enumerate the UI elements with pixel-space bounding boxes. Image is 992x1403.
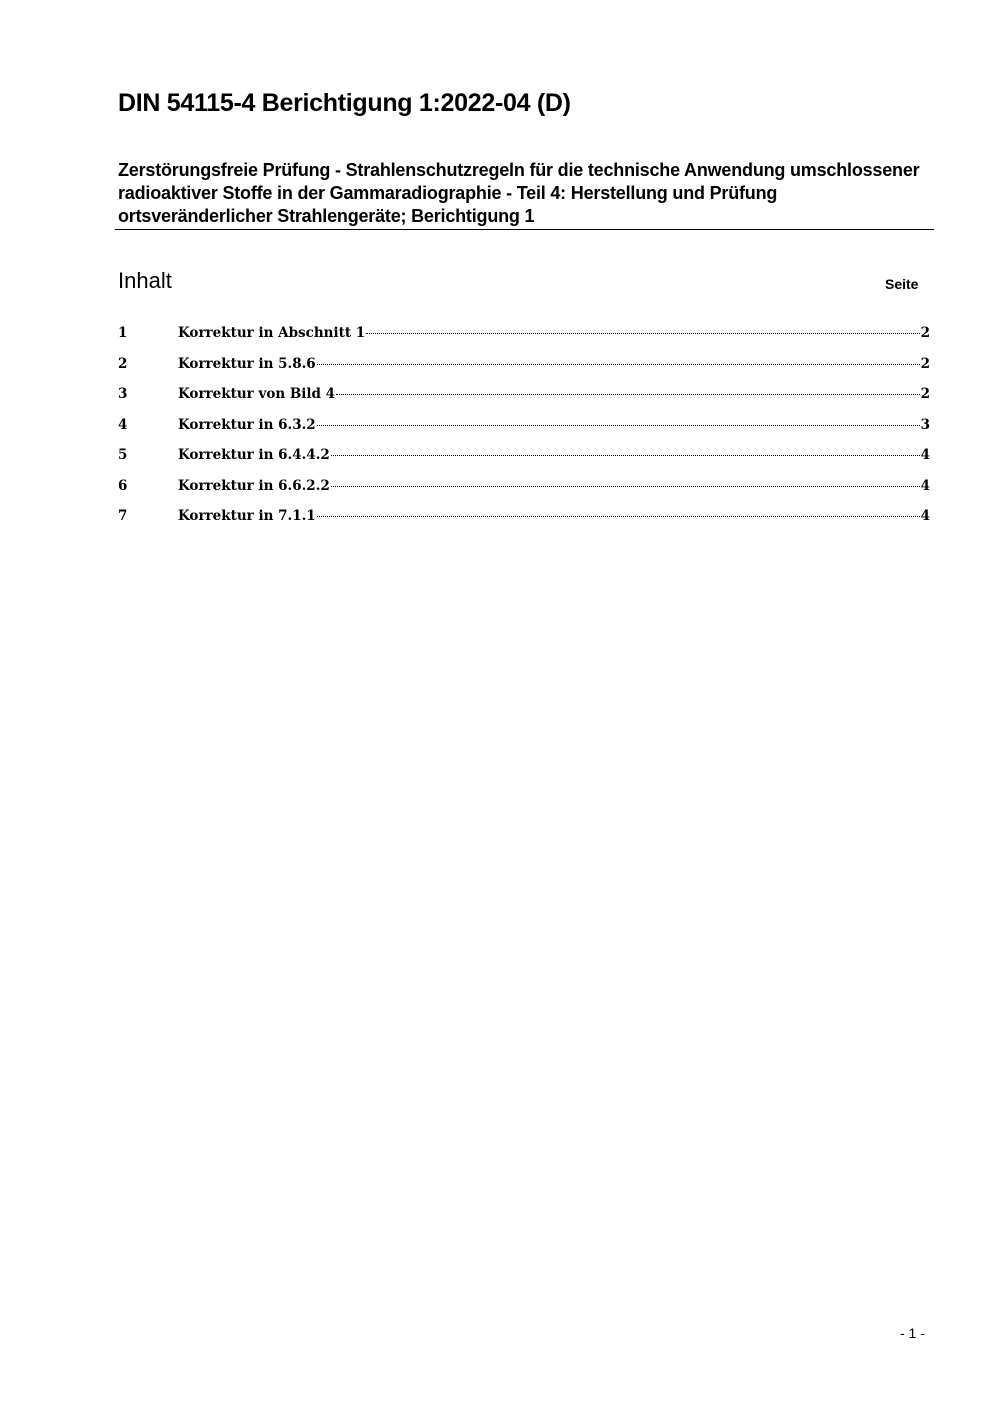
toc-entry-page: 4 (920, 477, 930, 494)
toc-leader (366, 333, 919, 334)
toc-entry-title[interactable]: Korrektur in 6.3.2 (178, 416, 316, 433)
toc-leader (317, 364, 920, 365)
toc-entry-number: 7 (118, 508, 128, 524)
toc-entry-title[interactable]: Korrektur in 5.8.6 (178, 355, 316, 372)
toc-entry-number: 4 (118, 416, 128, 433)
toc-entry-page: 2 (920, 386, 930, 402)
toc-entry-page: 4 (920, 447, 930, 463)
document-subtitle: Zerstörungsfreie Prüfung - Strahlenschutzregeln für die technische Anwendung umschlossener radioaktiver Stoffe in der Gammaradiographie - Teil 4: Herstellung und Prüfung ortsveränderlicher Strahlengeräte; Berichtigung 1 (118, 160, 920, 226)
toc-entry-title[interactable]: Korrektur von Bild 4 (178, 386, 336, 402)
toc-heading: Inhalt (118, 268, 172, 293)
toc-leader (331, 486, 920, 487)
toc-leader (331, 455, 920, 456)
toc-entry-title[interactable]: Korrektur in Abschnitt 1 (178, 325, 366, 341)
toc-entry-title[interactable]: Korrektur in 7.1.1 (178, 508, 316, 524)
toc-entry-number: 3 (118, 386, 128, 402)
toc-entry-number: 2 (118, 355, 128, 372)
toc-entry[interactable] (118, 447, 930, 478)
document-title: DIN 54115-4 Berichtigung 1:2022-04 (D) (118, 89, 571, 117)
toc-entry[interactable] (118, 356, 930, 387)
toc-entry-page: 2 (920, 325, 930, 341)
toc-entry[interactable] (118, 386, 930, 417)
toc-entry-number: 1 (118, 325, 128, 341)
toc-entry-title[interactable]: Korrektur in 6.6.2.2 (178, 477, 330, 494)
toc-entry[interactable] (118, 417, 930, 448)
toc-entry-page: 4 (920, 508, 930, 524)
toc-entry[interactable] (118, 478, 930, 509)
title-divider (115, 229, 934, 230)
toc-entry-number: 6 (118, 477, 128, 494)
toc-leader (317, 516, 920, 517)
toc-page-label: Seite (885, 276, 919, 292)
toc-entry[interactable] (118, 508, 930, 539)
table-of-contents (118, 325, 930, 539)
toc-entry-page: 2 (920, 355, 930, 372)
toc-entry-title[interactable]: Korrektur in 6.4.4.2 (178, 447, 330, 463)
toc-leader (336, 394, 920, 395)
toc-entry-page: 3 (920, 416, 930, 433)
page-number: - 1 - (900, 1325, 925, 1341)
toc-leader (317, 425, 920, 426)
toc-entry-number: 5 (118, 447, 128, 463)
toc-entry[interactable] (118, 325, 930, 356)
